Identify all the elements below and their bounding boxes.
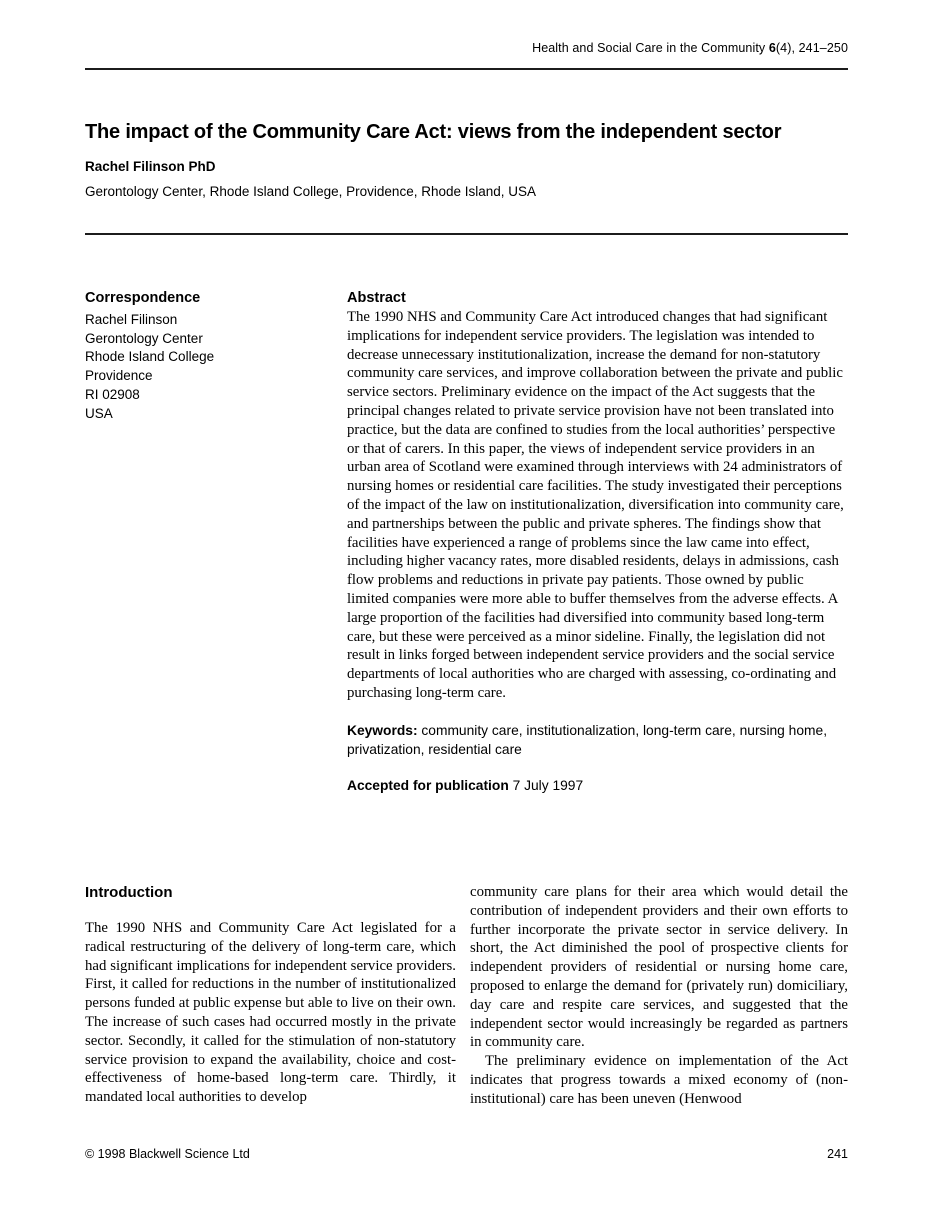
title-divider (85, 233, 848, 235)
journal-name: Health and Social Care in the Community (532, 41, 769, 55)
keywords-label: Keywords: (347, 722, 422, 738)
keywords-block (347, 721, 848, 759)
intro-paragraph-right-1: community care plans for their area which would detail the contribution of independent providers and their own efforts to further incorporate the private sector in service delivery. In short, the Act diminished the pool of prospective clients for independent providers of residential or nursing home care, proposed to enlarge the demand for (privately run) domiciliary, day care and respite care services, and suggested that the independent sector would increasingly be regarded as partners in community care. (470, 884, 848, 1051)
author-affiliation: Gerontology Center, Rhode Island College, Providence, Rhode Island, USA (85, 184, 537, 199)
accepted-block (347, 776, 848, 795)
intro-paragraph-right-2: The preliminary evidence on implementation of the Act indicates that progress towards a mixed economy of (non-institutional) care has been uneven (Henwood (470, 1053, 848, 1107)
correspondence-zip: RI 02908 (85, 386, 140, 402)
correspondence-country: USA (85, 405, 113, 421)
intro-right-column (470, 883, 848, 1109)
correspondence-block (85, 289, 330, 423)
copyright-notice: © 1998 Blackwell Science Ltd (85, 1147, 250, 1161)
header-divider (85, 68, 848, 70)
correspondence-college: Rhode Island College (85, 349, 215, 365)
correspondence-heading: Correspondence (85, 290, 201, 306)
page-footer (85, 1147, 848, 1161)
accepted-date: 7 July 1997 (512, 777, 584, 793)
keywords-text: community care, institutionalization, long-term care, nursing home, privatization, residential care (347, 722, 828, 757)
correspondence-org: Gerontology Center (85, 330, 203, 346)
article-title: The impact of the Community Care Act: views from the independent sector (85, 121, 782, 143)
journal-issue-pages: (4), 241–250 (775, 41, 848, 55)
author-name: Rachel Filinson PhD (85, 159, 216, 174)
abstract-heading: Abstract (347, 290, 406, 306)
correspondence-city: Providence (85, 368, 153, 384)
running-head (85, 41, 848, 55)
journal-volume: 6 (768, 41, 776, 55)
page-number: 241 (827, 1147, 848, 1161)
abstract-block (347, 289, 848, 795)
correspondence-name: Rachel Filinson (85, 312, 178, 327)
intro-left-column (85, 883, 456, 1109)
accepted-label: Accepted for publication (347, 777, 513, 793)
abstract-text: The 1990 NHS and Community Care Act introduced changes that had significant implications for independent service providers. The legislation was intended to decrease unnecessary institutionalization, increase the demand for non-statutory community care services, and improve collaboration between the private and public service sectors. Preliminary evidence on the impact of the Act suggests that the principal changes related to private service provision have not been translated into practice, but the data are confined to studies from the local authorities’ perspective or that of carers. In this paper, the views of independent service providers in an urban area of Scotland were examined through interviews with 24 administrators of nursing homes or residential care facilities. The study investigated their perceptions of the impact of the law on institutionalization, diversification into community care, and partnerships between the public and private spheres. The findings show that facilities have experienced a range of problems since the law came into effect, including higher vacancy rates, more disabled residents, delays in admissions, cash flow problems and reductions in private pay patients. Those owned by public limited companies were more able to buffer themselves from the adverse effects. A large proportion of the facilities had diversified into community based long-term care, but these were perceived as a minor sideline. Finally, the legislation did not result in links forged between independent service providers and the social service departments of local authorities who are charged with assessing, co-ordinating and purchasing long-term care. (347, 309, 844, 701)
introduction-section (85, 883, 848, 1109)
introduction-heading: Introduction (85, 884, 173, 901)
intro-paragraph-left: The 1990 NHS and Community Care Act legislated for a radical restructuring of the delivery of long-term care, which had significant implications for independent service providers. First, it called for reductions in the number of institutionalized persons funded at public expense but able to live on their own. The increase of such cases had occurred mostly in the private sector. Secondly, it called for the stimulation of non-statutory service provision to expand the availability, choice and cost-effectiveness of home-based long-term care. Thirdly, it mandated local authorities to develop (85, 920, 456, 1106)
